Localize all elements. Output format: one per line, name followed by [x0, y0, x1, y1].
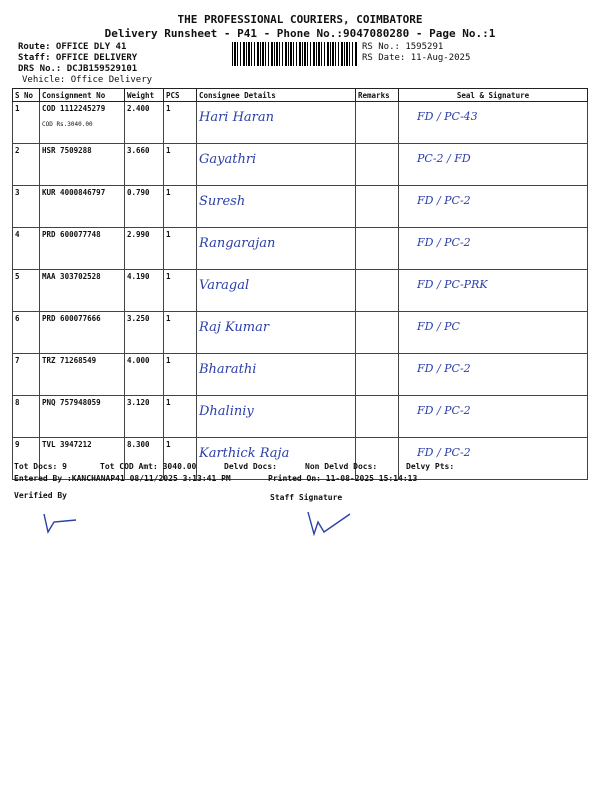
cell-seal: [399, 354, 588, 396]
cell-consignee-text: Karthick Raja: [199, 446, 290, 461]
cell-pcs-text: 1: [166, 272, 171, 281]
cell-sno: [13, 102, 40, 144]
table-row: [13, 396, 588, 438]
cell-weight: [125, 228, 164, 270]
cell-pcs-text: 1: [166, 230, 171, 239]
cell-consignment: [40, 354, 125, 396]
col-sno: S No: [13, 89, 40, 102]
cell-consignee-text: Raj Kumar: [199, 320, 270, 335]
barcode: [232, 42, 358, 66]
cell-consignee-text: Rangarajan: [199, 236, 276, 251]
cell-pcs: [164, 396, 197, 438]
cell-weight-text: 4.190: [127, 272, 150, 281]
cell-seal-text: FD / PC-2: [417, 404, 471, 417]
cell-seal: [399, 396, 588, 438]
cell-pcs: [164, 354, 197, 396]
col-weight: Weight: [125, 89, 164, 102]
table-header-row: [13, 89, 588, 102]
staff-label: Staff: OFFICE DELIVERY: [18, 53, 138, 63]
cell-consignment-text: PNQ 757948059: [42, 398, 101, 407]
cell-sno-text: 5: [15, 272, 20, 281]
cell-seal-text: FD / PC-PRK: [417, 278, 488, 291]
delvd-docs: Delvd Docs:: [224, 462, 277, 471]
cell-remarks: [356, 144, 399, 186]
cell-pcs-text: 1: [166, 146, 171, 155]
cell-remarks: [356, 396, 399, 438]
runsheet-table: [12, 88, 588, 480]
route-label: Route: OFFICE DLY 41: [18, 42, 127, 52]
cell-sno: [13, 186, 40, 228]
cell-consignment-text: COD 1112245279: [42, 104, 106, 113]
tot-cod: Tot COD Amt: 3040.00: [100, 462, 197, 471]
cell-weight-text: 8.300: [127, 440, 150, 449]
staff-signature: [300, 504, 370, 540]
cell-sno: [13, 144, 40, 186]
delvy-pts: Delvy Pts:: [406, 462, 455, 471]
cell-consignment-text: TRZ 71268549: [42, 356, 97, 365]
cell-weight: [125, 396, 164, 438]
cell-consignment: [40, 312, 125, 354]
cell-consignee: [197, 396, 356, 438]
table-row: [13, 186, 588, 228]
cell-weight: [125, 186, 164, 228]
verified-signature: [36, 508, 96, 538]
table-row: [13, 312, 588, 354]
cell-consignee-text: Suresh: [199, 194, 246, 209]
cell-consignment: [40, 270, 125, 312]
cell-weight-text: 4.000: [127, 356, 150, 365]
cell-weight: [125, 102, 164, 144]
cell-seal: [399, 438, 588, 480]
cell-consignment: [40, 102, 125, 144]
non-delvd-docs: Non Delvd Docs:: [305, 462, 378, 471]
cell-weight-text: 0.790: [127, 188, 150, 197]
table-row: [13, 270, 588, 312]
cell-weight-text: 3.250: [127, 314, 150, 323]
cell-consignment-text: HSR 7509288: [42, 146, 92, 155]
cell-seal-text: FD / PC-2: [417, 446, 471, 459]
cell-consignee: [197, 102, 356, 144]
cell-weight-text: 2.400: [127, 104, 150, 113]
cell-seal: [399, 144, 588, 186]
table-row: [13, 354, 588, 396]
cell-seal-text: FD / PC-2: [417, 362, 471, 375]
cell-consignee-text: Gayathri: [199, 152, 257, 167]
table-row: [13, 102, 588, 144]
col-consignment: Consignment No: [40, 89, 125, 102]
vehicle-label: Vehicle: Office Delivery: [22, 75, 153, 85]
cell-pcs: [164, 312, 197, 354]
cell-consignment: [40, 186, 125, 228]
cell-pcs-text: 1: [166, 104, 171, 113]
table-row: [13, 228, 588, 270]
cell-remarks: [356, 270, 399, 312]
cell-consignee: [197, 186, 356, 228]
cell-remarks: [356, 102, 399, 144]
entered-by: Entered By :KANCHANAP41 08/11/2025 3:13:41 PM: [14, 474, 231, 483]
cell-sno: [13, 228, 40, 270]
cell-pcs: [164, 228, 197, 270]
cell-weight: [125, 270, 164, 312]
cell-sno-text: 2: [15, 146, 20, 155]
cell-seal-text: FD / PC: [417, 320, 460, 333]
cell-consignee-text: Hari Haran: [199, 110, 275, 125]
cell-weight-text: 2.990: [127, 230, 150, 239]
rs-no-label: RS No.: 1595291: [362, 42, 444, 52]
cell-consignment: [40, 144, 125, 186]
col-pcs: PCS: [164, 89, 197, 102]
page-title: THE PROFESSIONAL COURIERS, COIMBATORE: [177, 13, 423, 26]
table-row: [13, 144, 588, 186]
printed-on: Printed On: 11-08-2025 15:14:13: [268, 474, 418, 483]
cell-consignment-text: PRD 600077748: [42, 230, 101, 239]
cell-sno-text: 6: [15, 314, 20, 323]
cell-sno: [13, 270, 40, 312]
cell-consignee: [197, 270, 356, 312]
cell-consignee-text: Varagal: [199, 278, 250, 293]
cell-pcs-text: 1: [166, 188, 171, 197]
cell-consignee-text: Bharathi: [199, 362, 257, 377]
cell-seal-text: PC-2 / FD: [417, 152, 471, 165]
staff-signature-label: Staff Signature: [270, 493, 343, 502]
cell-pcs-text: 1: [166, 314, 171, 323]
cod-amount: COD Rs.3040.00: [42, 121, 93, 128]
cell-consignment-text: TVL 3947212: [42, 440, 92, 449]
cell-sno: [13, 396, 40, 438]
cell-consignment-text: PRD 600077666: [42, 314, 101, 323]
cell-remarks: [356, 354, 399, 396]
col-remarks: Remarks: [356, 89, 399, 102]
cell-pcs-text: 1: [166, 356, 171, 365]
cell-sno-text: 3: [15, 188, 20, 197]
cell-sno: [13, 354, 40, 396]
cell-seal: [399, 186, 588, 228]
cell-sno-text: 8: [15, 398, 20, 407]
cell-pcs: [164, 186, 197, 228]
cell-remarks: [356, 186, 399, 228]
col-seal: Seal & Signature: [399, 89, 588, 102]
drs-label: DRS No.: DCJB159529101: [18, 64, 138, 74]
cell-sno-text: 7: [15, 356, 20, 365]
cell-consignment-text: MAA 303702528: [42, 272, 101, 281]
cell-weight-text: 3.120: [127, 398, 150, 407]
cell-pcs: [164, 270, 197, 312]
page-subtitle: Delivery Runsheet - P41 - Phone No.:9047080280 - Page No.:1: [104, 27, 496, 40]
cell-weight: [125, 354, 164, 396]
cell-seal-text: FD / PC-2: [417, 236, 471, 249]
cell-seal: [399, 270, 588, 312]
cell-pcs: [164, 144, 197, 186]
tot-docs: Tot Docs: 9: [14, 462, 67, 471]
verified-by-label: Verified By: [14, 491, 67, 500]
cell-pcs: [164, 102, 197, 144]
cell-seal: [399, 312, 588, 354]
col-consignee: Consignee Details: [197, 89, 356, 102]
cell-consignee-text: Dhaliniy: [199, 404, 254, 419]
rs-date-label: RS Date: 11-Aug-2025: [362, 53, 471, 63]
cell-seal-text: FD / PC-2: [417, 194, 471, 207]
cell-consignee: [197, 144, 356, 186]
cell-pcs-text: 1: [166, 440, 171, 449]
cell-remarks: [356, 228, 399, 270]
cell-remarks: [356, 312, 399, 354]
cell-sno: [13, 312, 40, 354]
cell-seal: [399, 228, 588, 270]
cell-pcs-text: 1: [166, 398, 171, 407]
cell-seal-text: FD / PC-43: [417, 110, 478, 123]
cell-sno-text: 4: [15, 230, 20, 239]
cell-consignment-text: KUR 4000846797: [42, 188, 106, 197]
cell-consignee: [197, 228, 356, 270]
cell-weight: [125, 144, 164, 186]
cell-consignment: [40, 228, 125, 270]
cell-seal: [399, 102, 588, 144]
cell-sno-text: 9: [15, 440, 20, 449]
cell-weight: [125, 312, 164, 354]
cell-sno-text: 1: [15, 104, 20, 113]
cell-consignee: [197, 312, 356, 354]
cell-weight-text: 3.660: [127, 146, 150, 155]
cell-consignment: [40, 396, 125, 438]
cell-consignee: [197, 354, 356, 396]
